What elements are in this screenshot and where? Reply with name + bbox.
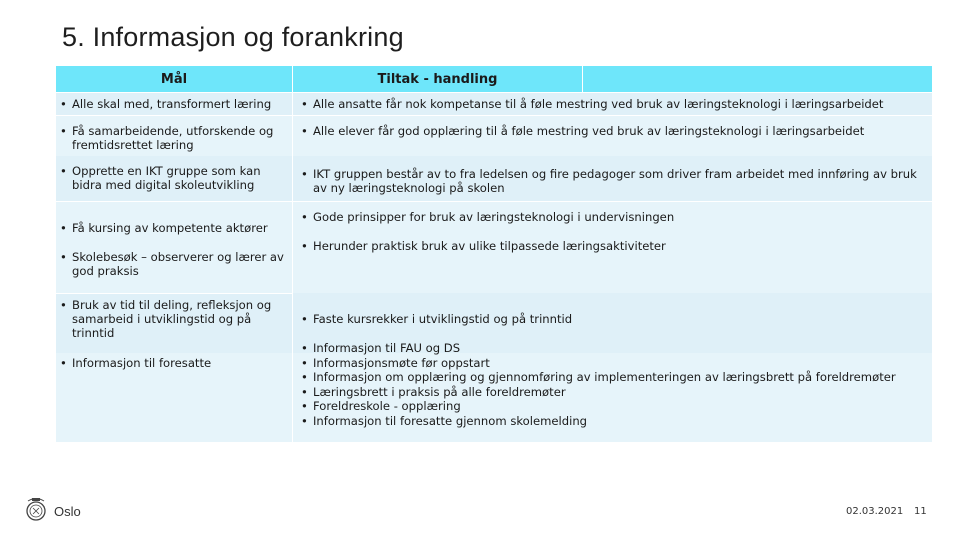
bullet: • (301, 239, 308, 253)
bullet: • (60, 221, 67, 235)
list-item: • Informasjon til foresatte gjennom skolemelding (301, 413, 588, 428)
action-item: • Alle elever får god opplæring til å føle mestring ved bruk av læringsteknologi i læringsarbeidet (301, 124, 865, 138)
bullet: • (301, 341, 308, 355)
goal-item: • Opprette en IKT gruppe som kan bidra med digital skoleutvikling (60, 164, 261, 192)
action-item: • Gode prinsipper for bruk av læringsteknologi i undervisningen (301, 210, 675, 224)
action-item: • Faste kursrekker i utviklingstid og på trinntid (301, 312, 573, 326)
header-extra (583, 66, 932, 92)
oslo-seal-icon (24, 495, 48, 523)
list-item: • Læringsbrett i praksis på alle foreldremøter (301, 384, 566, 399)
list-item: • Informasjon om opplæring og gjennomføring av implementeringen av læringsbrett på foreldremøter (301, 370, 896, 384)
goal-item: • Få kursing av kompetente aktører (60, 221, 268, 235)
bullet: • (301, 370, 308, 384)
list-item: • Informasjonsmøte før oppstart (301, 355, 490, 370)
goal-item: • Informasjon til foresatte (60, 356, 212, 370)
bullet: • (60, 164, 67, 178)
bullet: • (60, 250, 67, 264)
goal-item: • Få samarbeidende, utforskende og fremtidsrettet læring (60, 124, 274, 152)
header-goal: Mål (56, 66, 292, 92)
action-item: • IKT gruppen består av to fra ledelsen og fire pedagoger som driver fram arbeidet med innføring av bruk av ny læringsteknologi på skolen (301, 167, 917, 195)
bullet: • (301, 384, 308, 399)
bullet: • (60, 97, 67, 111)
bullet: • (301, 124, 308, 138)
list-item: • Informasjon til FAU og DS (301, 341, 461, 355)
goal-item: • Bruk av tid til deling, refleksjon og samarbeid i utviklingstid og på trinntid (60, 298, 272, 340)
bullet: • (301, 97, 308, 111)
goal-item: • Alle skal med, transformert læring (60, 97, 272, 111)
bullet: • (60, 356, 67, 370)
bullet: • (301, 355, 308, 370)
header-action: Tiltak - handling (293, 66, 582, 92)
page-number: 11 (914, 506, 927, 517)
bullet: • (301, 399, 308, 413)
action-item: • Herunder praktisk bruk av ulike tilpassede læringsaktiviteter (301, 239, 666, 253)
org-name: Oslo (54, 504, 81, 519)
list-item: • Foreldreskole - opplæring (301, 399, 461, 413)
slide-title: 5. Informasjon og forankring (62, 22, 404, 52)
info-list (301, 341, 896, 428)
goal-item: • Skolebesøk – observerer og lærer av god praksis (60, 250, 284, 278)
bullet: • (301, 210, 308, 224)
actions-column (293, 93, 932, 442)
bullet: • (301, 413, 308, 428)
goals-column (56, 93, 292, 442)
bullet: • (301, 167, 308, 181)
bullet: • (60, 298, 67, 312)
action-item: • Alle ansatte får nok kompetanse til å føle mestring ved bruk av læringsteknologi i læringsarbeidet (301, 97, 884, 111)
bullet: • (301, 312, 308, 326)
slide-date: 02.03.2021 (846, 506, 904, 517)
bullet: • (60, 124, 67, 138)
